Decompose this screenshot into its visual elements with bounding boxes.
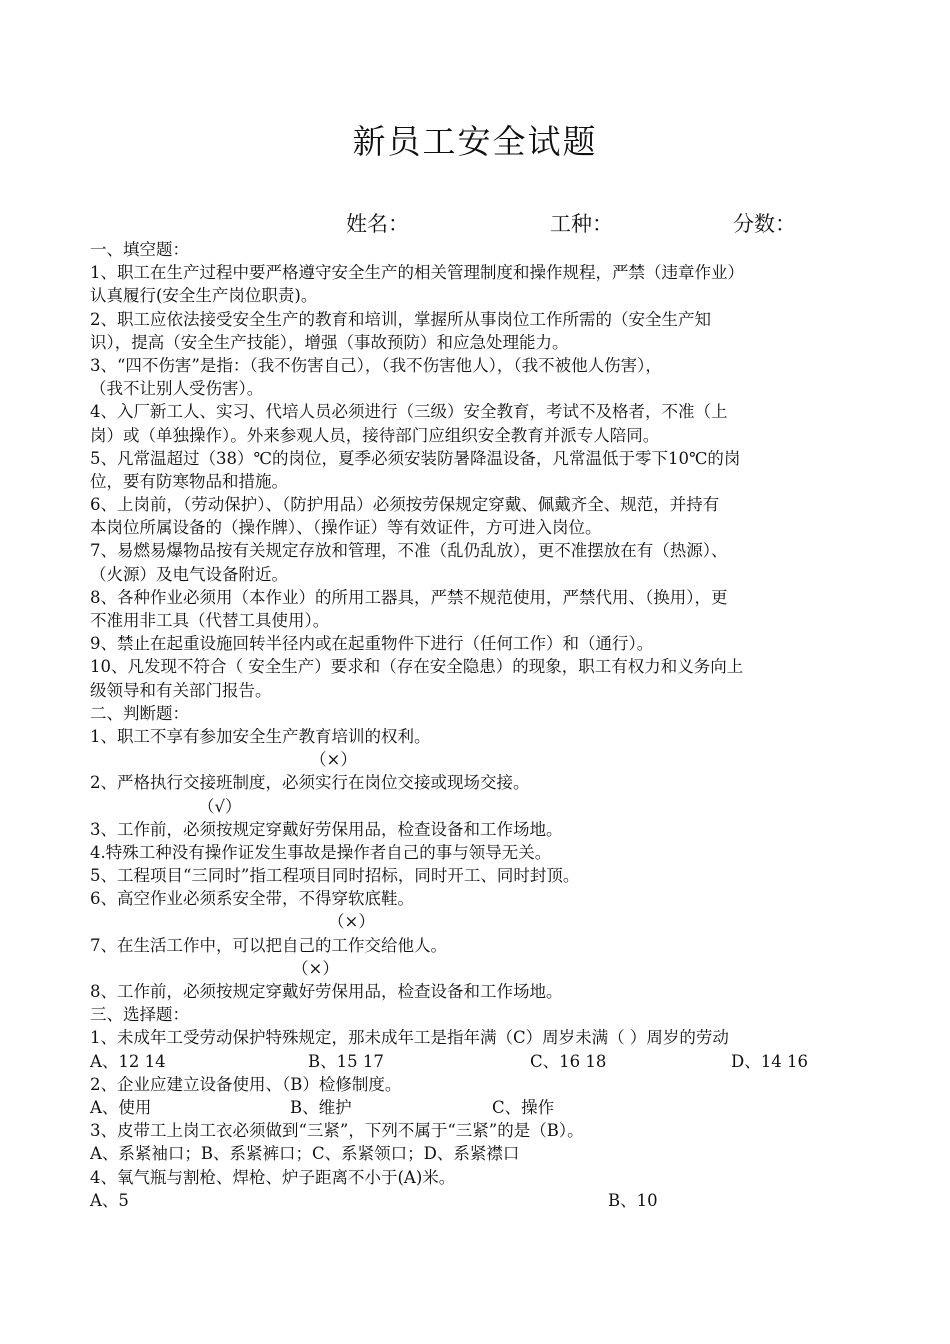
fill-blank-line: 7、易燃易爆物品按有关规定存放和管理，不准（乱仍乱放），更不准摆放在有（热源）、 xyxy=(90,541,728,561)
choice-options: A、系紧袖口；B、系紧裤口；C、系紧领口；D、系紧襟口 xyxy=(90,1144,520,1164)
student-info-row xyxy=(0,210,950,238)
true-false-question: 4.特殊工种没有操作证发生事故是操作者自己的事与领导无关。 xyxy=(90,842,552,862)
choice-question: 1、未成年工受劳动保护特殊规定，那未成年工是指年满（C）周岁未满（ ）周岁的劳动 xyxy=(90,1028,729,1048)
choice-option: B、10 xyxy=(608,1190,658,1210)
fill-blank-line: 认真履行(安全生产岗位职责)。 xyxy=(90,286,318,306)
choice-option: A、使用 xyxy=(90,1097,152,1117)
choice-question: 3、皮带工上岗工衣必须做到“三紧”，下列不属于“三紧”的是（B）。 xyxy=(90,1121,584,1141)
true-false-question: 2、严格执行交接班制度，必须实行在岗位交接或现场交接。 xyxy=(90,773,530,793)
name-label: 姓名： xyxy=(346,212,409,236)
choice-option: D、14 16 xyxy=(731,1051,808,1071)
true-false-question: 8、工作前，必须按规定穿戴好劳保用品，检查设备和工作场地。 xyxy=(90,982,563,1001)
choice-question: 4、氧气瓶与割枪、焊枪、炉子距离不小于(A)米。 xyxy=(90,1167,456,1187)
choice-options xyxy=(90,1189,880,1212)
fill-blank-line: 不准用非工具（代替工具使用）。 xyxy=(90,611,330,630)
score-label: 分数： xyxy=(733,212,796,236)
fill-blank-line: 5、凡常温超过（38）℃的岗位，夏季必须安装防暑降温设备，凡常温低于零下10℃的岗 xyxy=(90,448,741,468)
section-heading-true-false: 二、判断题： xyxy=(90,703,189,723)
fill-blank-line: 8、各种作业必须用（本作业）的所用工器具，严禁不规范使用，严禁代用、（换用），更 xyxy=(90,587,728,607)
fill-blank-line: （我不让别人受伤害）。 xyxy=(90,379,264,399)
fill-blank-line: 级领导和有关部门报告。 xyxy=(90,680,272,700)
fill-blank-line: 1、职工在生产过程中要严格遵守安全生产的相关管理制度和操作规程，严禁（违章作业） xyxy=(90,263,744,283)
true-false-answer: （×） xyxy=(328,912,375,932)
fill-blank-line: 4、入厂新工人、实习、代培人员必须进行（三级）安全教育，考试不及格者，不准（上 xyxy=(90,402,728,422)
choice-options xyxy=(90,1050,880,1073)
fill-blank-line: 9、禁止在起重设施回转半径内或在起重物件下进行（任何工作）和（通行）。 xyxy=(90,634,654,654)
true-false-question: 3、工作前，必须按规定穿戴好劳保用品，检查设备和工作场地。 xyxy=(90,819,563,839)
fill-blank-line: 位，要有防寒物品和措施。 xyxy=(90,471,288,491)
trade-label: 工种： xyxy=(550,212,613,236)
true-false-answer: （√） xyxy=(198,796,242,816)
true-false-answer: （×） xyxy=(310,750,357,770)
fill-blank-line: 2、职工应依法接受安全生产的教育和培训，掌握所从事岗位工作所需的（安全生产知 xyxy=(90,309,711,329)
choice-option: A、5 xyxy=(90,1190,129,1210)
fill-blank-line: （火源）及电气设备附近。 xyxy=(90,564,288,584)
choice-options xyxy=(90,1096,880,1119)
true-false-answer: （×） xyxy=(292,958,339,978)
choice-question: 2、企业应建立设备使用、（B）检修制度。 xyxy=(90,1074,402,1094)
true-false-question: 6、高空作业必须系安全带，不得穿软底鞋。 xyxy=(90,889,414,909)
true-false-question: 7、在生活工作中，可以把自己的工作交给他人。 xyxy=(90,935,447,955)
fill-blank-line: 识），提高（安全生产技能），增强（事故预防）和应急处理能力。 xyxy=(90,332,569,352)
fill-blank-line: 6、上岗前，（劳动保护）、（防护用品）必须按劳保规定穿戴、佩戴齐全、规范，并持有 xyxy=(90,495,720,515)
choice-option: C、16 18 xyxy=(530,1051,607,1071)
choice-option: B、维护 xyxy=(290,1097,352,1117)
page-title: 新员工安全试题 xyxy=(352,122,598,161)
true-false-question: 1、职工不享有参加安全生产教育培训的权利。 xyxy=(90,726,431,746)
choice-option: A、12 14 xyxy=(90,1051,166,1071)
choice-option: C、操作 xyxy=(492,1097,555,1117)
choice-option: B、15 17 xyxy=(308,1051,384,1071)
fill-blank-line: 本岗位所属设备的（操作牌）、（操作证）等有效证件，方可进入岗位。 xyxy=(90,518,602,538)
true-false-question: 5、工程项目“三同时”指工程项目同时招标，同时开工、同时封顶。 xyxy=(90,866,580,886)
fill-blank-line: 3、“四不伤害”是指：（我不伤害自己），（我不伤害他人），（我不被他人伤害）， xyxy=(90,355,662,375)
fill-blank-line: 10、凡发现不符合（ 安全生产）要求和（存在安全隐患）的现象，职工有权力和义务向上 xyxy=(90,657,744,677)
section-heading-multiple-choice: 三、选择题： xyxy=(90,1005,189,1025)
exam-content xyxy=(90,238,880,1212)
section-heading-fill-blank: 一、填空题： xyxy=(90,240,189,259)
fill-blank-line: 岗）或（单独操作）。外来参观人员，接待部门应组织安全教育并派专人陪同。 xyxy=(90,425,660,445)
